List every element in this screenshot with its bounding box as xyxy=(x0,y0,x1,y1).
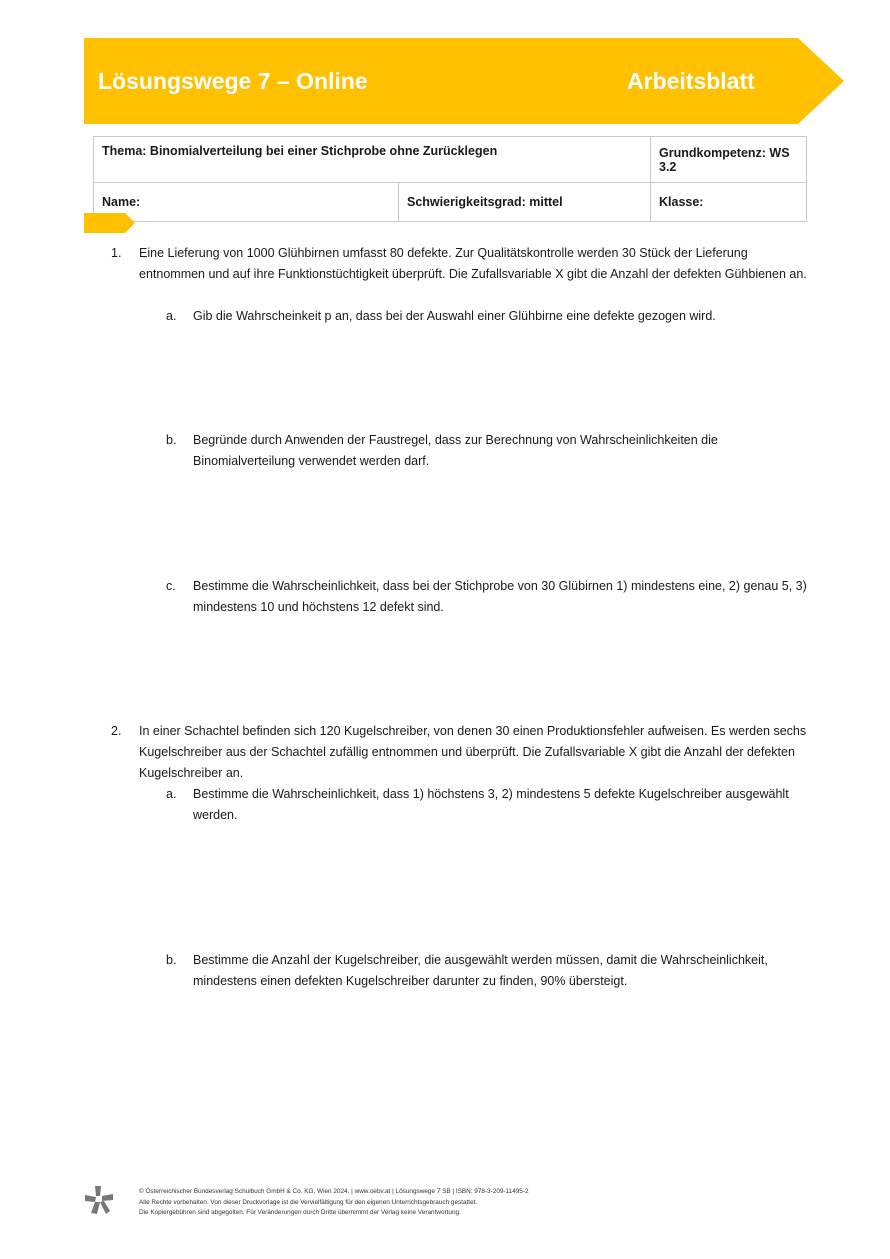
name-field[interactable]: Name: xyxy=(94,183,399,222)
competence-cell: Grundkompetenz: WS 3.2 xyxy=(651,137,807,183)
subtask-label: a. xyxy=(166,309,177,323)
subtask-text: Bestimme die Wahrscheinlichkeit, dass 1) höchstens 3, 2) mindestens 5 defekte Kugelschreiber ausgewählt werden. xyxy=(193,787,789,822)
footer-line-1: © Österreichischer Bundesverlag Schulbuch GmbH & Co. KG, Wien 2024. | www.oebv.at | Lösungswege 7 SB | ISBN: 978-3-209-11495-2 xyxy=(139,1188,529,1195)
task-1 xyxy=(111,243,809,285)
subtask-text: Bestimme die Wahrscheinlichkeit, dass bei der Stichprobe von 30 Glübirnen 1) mindestens eine, 2) genau 5, 3) mindestens 10 und höchstens 12 defekt sind. xyxy=(193,579,807,614)
task-1a xyxy=(166,306,808,327)
subtask-label: c. xyxy=(166,579,176,593)
task-text: Eine Lieferung von 1000 Glühbirnen umfasst 80 defekte. Zur Qualitätskontrolle werden 30 Stück der Lieferung entnommen und auf ihre Funktionstüchtigkeit überprüft. Die Zufallsvariable X gibt die Anzahl der defekten Gühbienen an. xyxy=(139,246,807,281)
task-2b xyxy=(166,950,808,992)
subtask-label: b. xyxy=(166,433,177,447)
subtask-text: Begründe durch Anwenden der Faustregel, dass zur Berechnung von Wahrscheinlichkeiten die Binomialverteilung verwendet werden darf. xyxy=(193,433,718,468)
task-text: In einer Schachtel befinden sich 120 Kugelschreiber, von denen 30 einen Produktionsfehler aufweisen. Es werden sechs Kugelschreiber aus der Schachtel zufällig entnommen und überprüft. Die Zufallsvariable X gibt die Anzahl der defekten Kugelschreiber an. xyxy=(139,724,807,780)
footer-line-2: Alle Rechte vorbehalten. Von dieser Druckvorlage ist die Vervielfältigung für den eigenen Unterrichtsgebrauch gestattet. xyxy=(139,1198,478,1206)
subtask-label: a. xyxy=(166,787,177,801)
class-field[interactable]: Klasse: xyxy=(651,183,807,222)
footer-line-3: Die Kopiergebühren sind abgegolten. Für Veränderungen durch Dritte übernimmt der Verlag keine Verantwortung. xyxy=(139,1209,461,1216)
task-2a xyxy=(166,784,808,826)
section-marker-arrow xyxy=(84,213,136,233)
topic-cell: Thema: Binomialverteilung bei einer Stichprobe ohne Zurücklegen xyxy=(94,137,651,183)
difficulty-cell: Schwierigkeitsgrad: mittel xyxy=(399,183,651,222)
task-1c xyxy=(166,576,808,618)
task-number: 1. xyxy=(111,246,122,260)
task-1b xyxy=(166,430,808,472)
info-table xyxy=(93,136,807,222)
subtask-text: Gib die Wahrscheinkeit p an, dass bei der Auswahl einer Glühbirne eine defekte gezogen wird. xyxy=(193,309,716,323)
banner-title: Lösungswege 7 – Online xyxy=(98,68,368,94)
document-type: Arbeitsblatt xyxy=(627,68,755,94)
header-banner xyxy=(84,38,844,124)
subtask-label: b. xyxy=(166,953,177,967)
subtask-text: Bestimme die Anzahl der Kugelschreiber, die ausgewählt werden müssen, damit die Wahrscheinlichkeit, mindestens einen defekten Kugelschreiber darunter zu finden, 90% übersteigt. xyxy=(193,953,768,988)
task-2 xyxy=(111,721,809,784)
footer-copyright xyxy=(139,1187,529,1219)
publisher-logo-icon xyxy=(84,1185,114,1215)
task-number: 2. xyxy=(111,724,122,738)
